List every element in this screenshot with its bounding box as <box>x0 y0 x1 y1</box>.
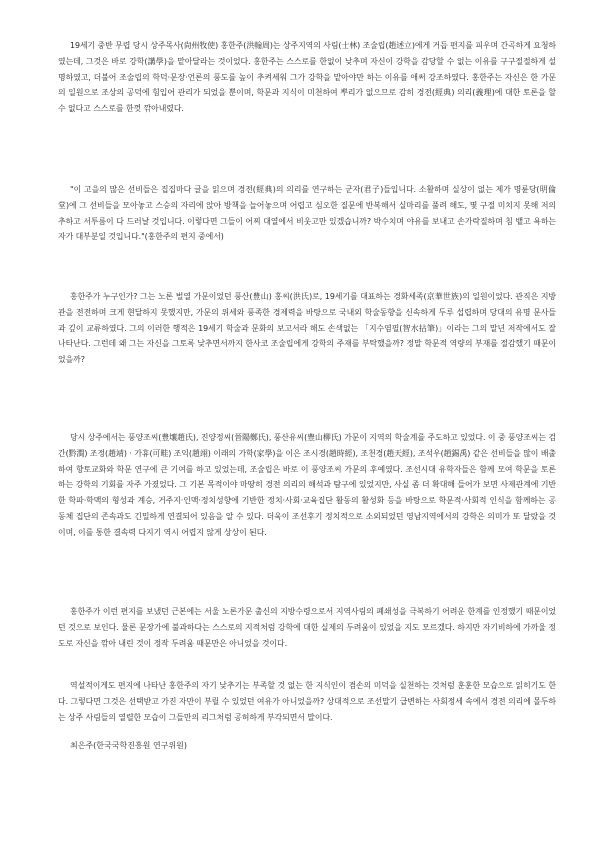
paragraph-3: 홍한주가 누구인가? 그는 노론 벌열 가문이었던 풍산(豊山) 홍씨(洪氏)로, 19세기를 대표하는 경화세족(京華世族)의 일원이었다. 관직은 지방관을 전전하며 크게 현달하지 못했지만, 가문의 위세와 풍족한 경제력을 바탕으로 국내외 학술동향을 신속하게 두루 섭렵하며 당대의 유명 문사들과 깊이 교류하였다. 그의 이러한 행적은 19세기 학술과 문화의 보고서라 해도 손색없는 「지수염필(智水拈筆)」이라는 그의 말년 저작에서도 잘 나타난다. 그런데 왜 그는 자신을 그토록 낮추면서까지 한사코 조술립에게 강학의 주재를 부탁했을까? 정말 학문적 역량의 부재를 절감했기 때문이었을까? <box>58 292 556 365</box>
paragraph-4: 당시 상주에서는 풍양조씨(豊壤趙氏), 진양정씨(晉陽鄭氏), 풍산유씨(豊山柳氏) 가문이 지역의 학술계를 주도하고 있었다. 이 중 풍양조씨는 검간(黔澗) 조정(趙靖) · 가휴(可畦) 조익(趙翊) 이래의 가학(家學)을 이은 조시경(趙時經), 조천경(趙天經), 조석우(趙錫禹) 같은 선비들을 많이 배출하여 향토교화와 학문 연구에 큰 기여를 하고 있었는데, 조술립은 바로 이 풍양조씨 가문의 후예였다. 조선시대 유학자들은 함께 모여 학문을 토론하는 강학의 기회를 자주 가졌었다. 그 기본 목적이야 마땅히 경전 의리의 해석과 탐구에 있었지만, 사실 좀 더 확대해 들어가 보면 사제관계에 기반한 학파·학맥의 형성과 계승, 거주지·인맥·정치성향에 기반한 정치·사회·교육집단 활동의 활성화 등을 바탕으로 학문적·사회적 인식을 함께하는 공동체 집단의 존속과도 긴밀하게 연결되어 있음을 알 수 있다. 더욱이 조선후기 정치적으로 소외되었던 영남지역에서의 강학은 의미가 또 달랐을 것이며, 이를 통한 결속력 다지기 역시 어렵지 않게 상상이 된다. <box>58 433 556 537</box>
quoted-letter-paragraph: "이 고을의 많은 선비들은 집집마다 글을 읽으며 경전(經典)의 의리를 연구하는 군자(君子)들입니다. 소활하며 실상이 없는 제가 명륜당(明倫堂)에 그 선비들을 모아놓고 스승의 자리에 앉아 방책을 늘어놓으며 어렵고 심오한 질문에 반복해서 실마리를 풀려 해도, 몇 구절 미치지 못해 저의 추하고 서투름이 다 드러날 것입니다. 이렇다면 그들이 어찌 대열에서 비웃고만 있겠습니까? 박수치며 야유를 보내고 손가락질하며 침 뱉고 욕하는 자가 대부분일 것입니다."(홍한주의 편지 중에서) <box>58 185 556 242</box>
author-byline: 최은주(한국국학진흥원 연구위원) <box>70 741 187 750</box>
paragraph-5: 홍한주가 이런 편지를 보냈던 근본에는 서울 노론가문 출신의 지방수령으로서 지역사림의 폐쇄성을 극복하기 어려운 한계를 인정했기 때문이었던 것으로 보인다. 물론 문장가에 불과하다는 스스로의 지적처럼 강학에 대한 실제의 두려움이 있었을 지도 모르겠다. 하지만 자기비하에 가까울 정도로 자신을 깎아 내린 것이 정작 두려움 때문만은 아니었을 것이다. <box>58 607 556 648</box>
paragraph-1: 19세기 중반 무렵 당시 상주목사(尙州牧使) 홍한주(洪翰周)는 상주지역의 사림(士林) 조술립(趙述立)에게 거듭 편지를 피우며 간곡하게 요청하였는데, 그것은 바로 강학(講學)을 맡아달라는 것이었다. 홍한주는 스스로를 한없이 낮추며 자신이 강학을 감당할 수 없는 이유를 구구절절하게 설명하였고, 더불어 조술립의 학덕·문장·언론의 풍도를 높이 추켜세워 그가 강학을 맡아야만 하는 이유를 애써 강조하였다. 홍한주는 자신은 한 가문의 일원으로 조상의 공덕에 힘입어 관리가 되었을 뿐이며, 학문과 지식이 미천하여 뿌리가 없으므로 감히 경전(經典) 의리(義理)에 대한 토론을 할 수 없다고 스스로를 한껏 깎아내렸다. <box>58 41 556 114</box>
paragraph-6: 역설적이게도 편지에 나타난 홍한주의 자기 낮추기는 부족할 것 없는 한 지식인이 겸손의 미덕을 실천하는 것처럼 훈훈한 모습으로 읽히기도 한다. 그렇다면 그것은 선택받고 가진 자만이 부릴 수 있었던 여유가 아니었을까? 상대적으로 조선말기 급변하는 사회정세 속에서 경전 의리에 몰두하는 상주 사림들의 열렬한 모습이 그들만의 리그처럼 공허하게 부각되면서 말이다. <box>58 681 556 722</box>
